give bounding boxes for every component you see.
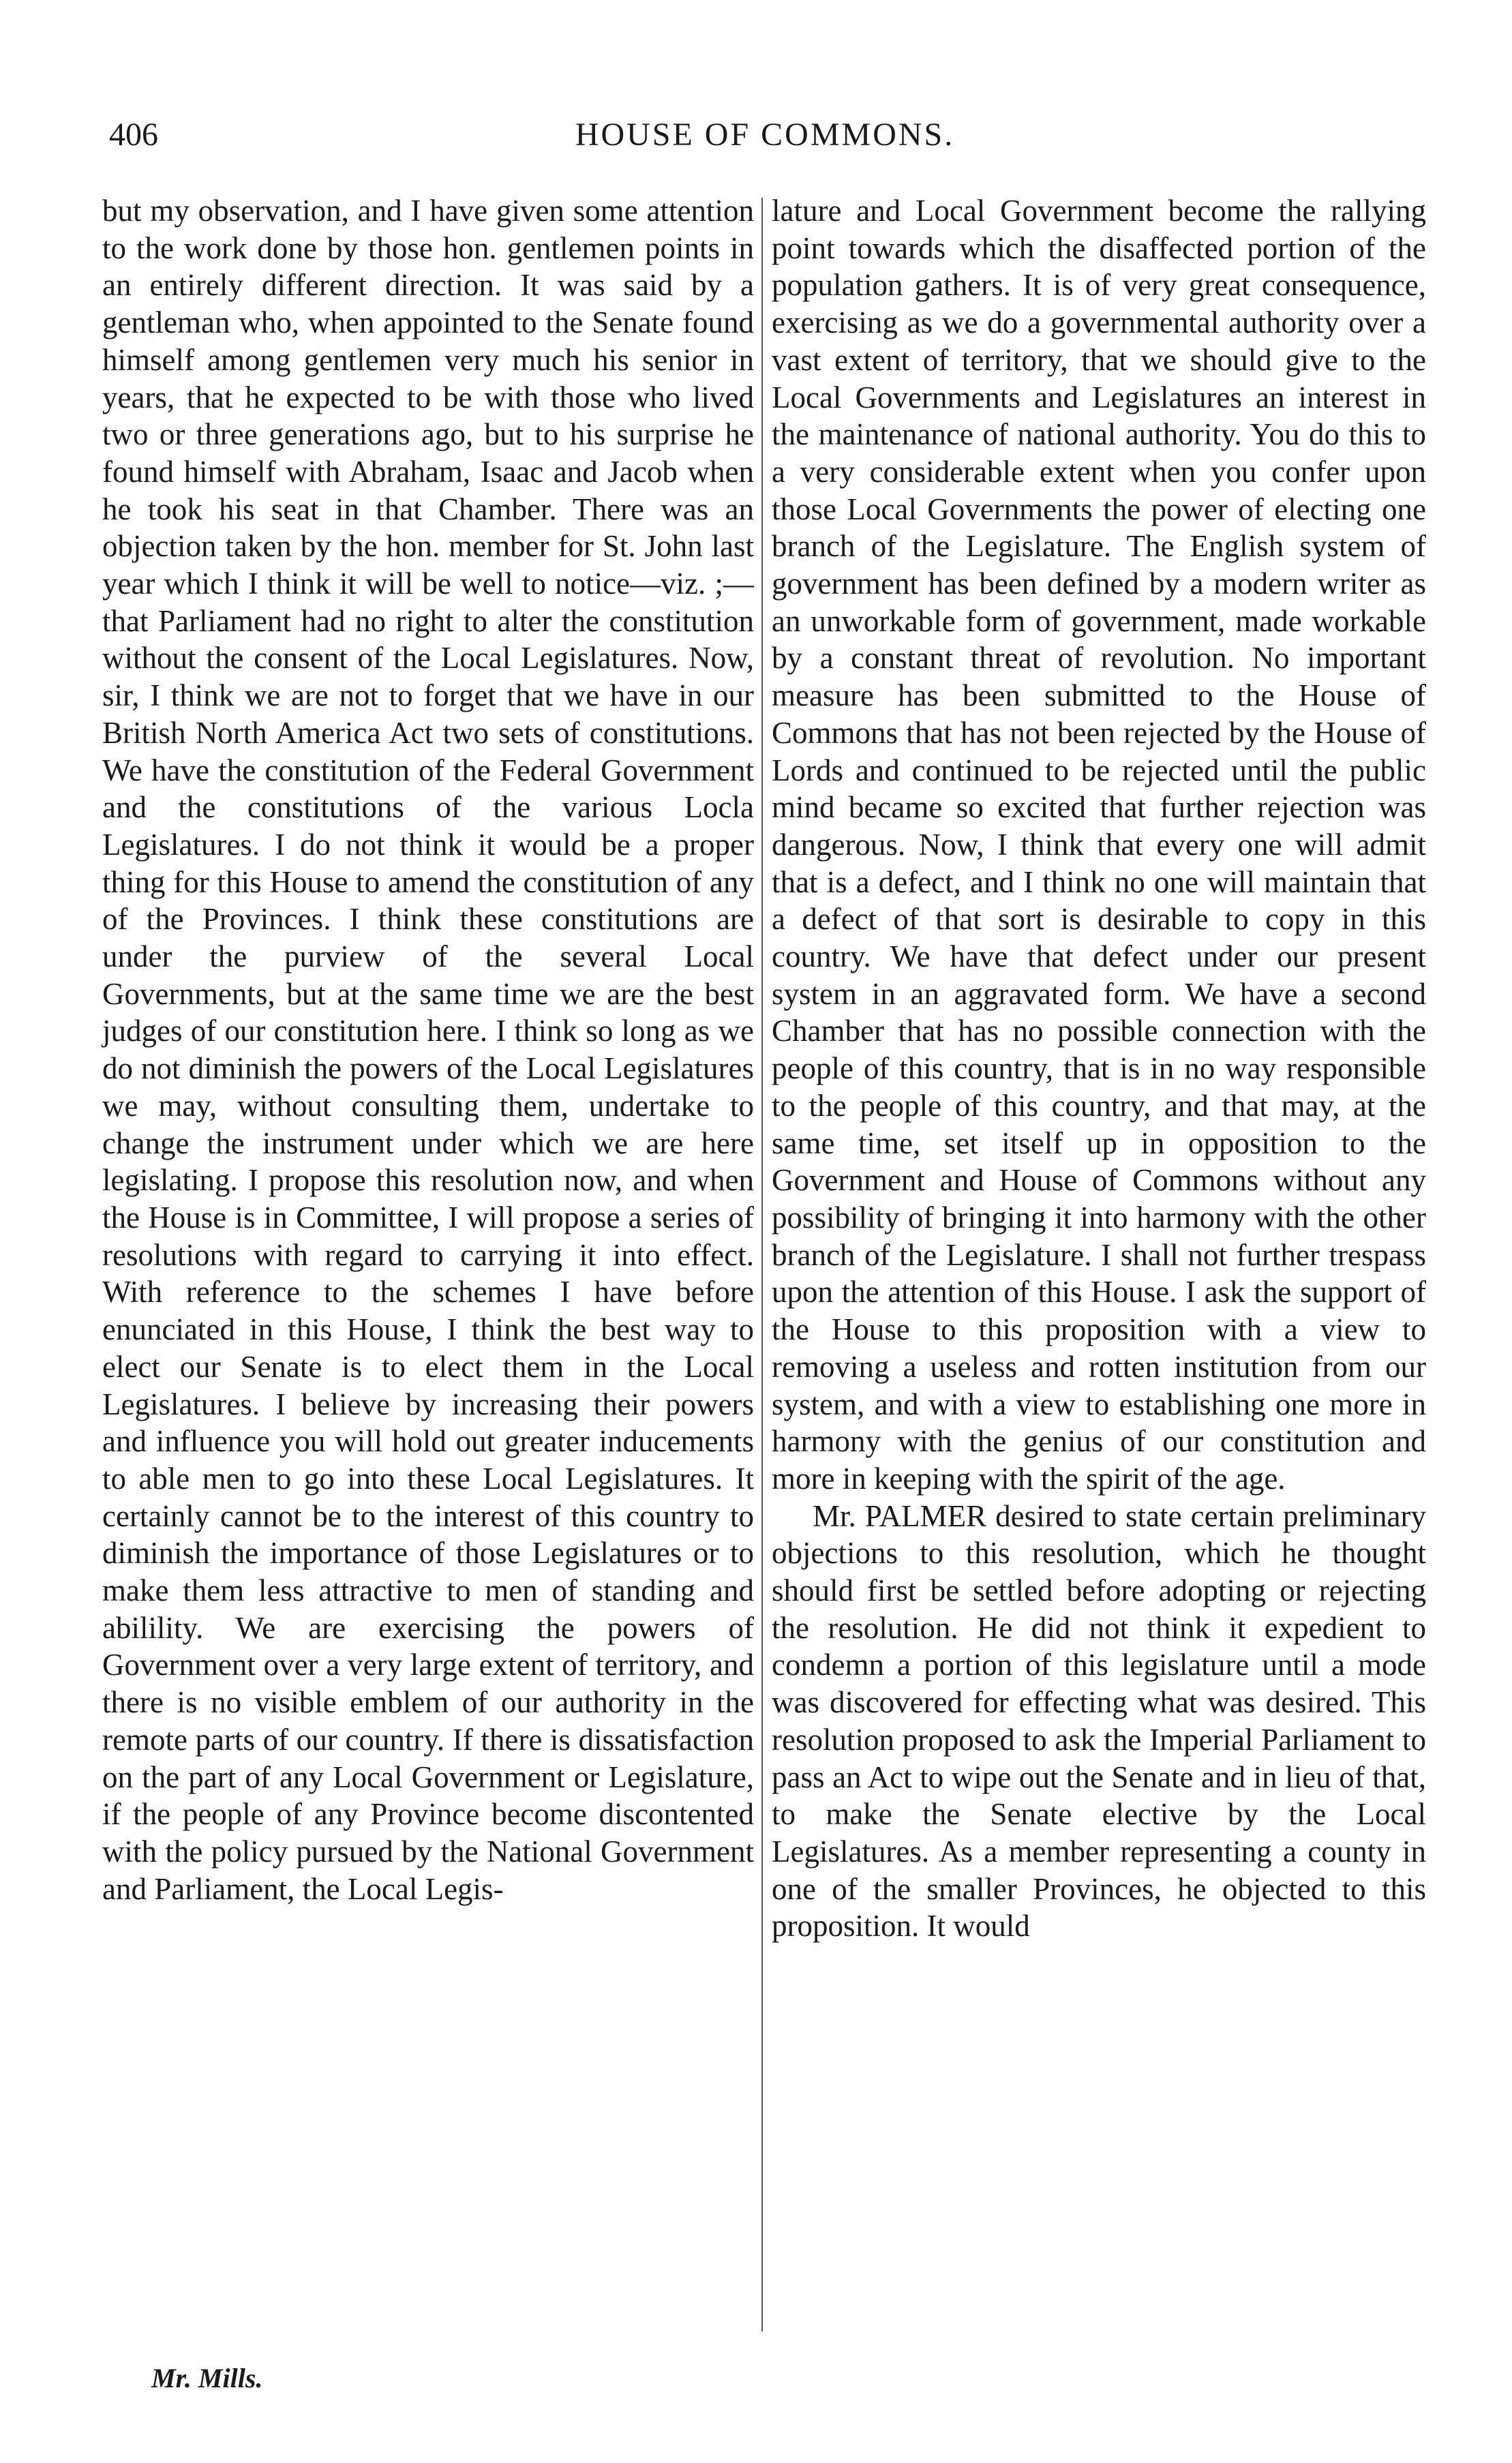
- left-column: [102, 192, 754, 1907]
- page-header: [109, 115, 1421, 155]
- running-head: HOUSE OF COMMONS.: [575, 117, 955, 153]
- right-paragraph-1: lature and Local Government become the rallying point towards which the disaffected portion of the population gathers. It is of very great consequence, exercising as we do a governmental authority over a vast extent of territory, that we should give to the Local Governments and Legislatures an interest in the maintenance of national authority. You do this to a very considerable extent when you confer upon those Local Governments the power of electing one branch of the Legislature. The English system of government has been defined by a modern writer as an unworkable form of government, made workable by a constant threat of revolution. No important measure has been submitted to the House of Commons that has not been rejected by the House of Lords and continued to be rejected until the public mind became so excited that further rejection was dangerous. Now, I think that every one will admit that is a defect, and I think no one will maintain that a defect of that sort is desirable to copy in this country. We have that defect under our present system in an aggravated form. We have a second Chamber that has no possible connection with the people of this country, that is in no way responsible to the people of this country, and that may, at the same time, set itself up in opposition to the Government and House of Commons without any possibility of bringing it into harmony with the other branch of the Legislature. I shall not further trespass upon the attention of this House. I ask the support of the House to this proposition with a view to removing a useless and rotten institution from our system, and with a view to establishing one more in harmony with the genius of our constitution and more in keeping with the spirit of the age.: [772, 194, 1426, 1496]
- speaker-footer: Mr. Mills.: [151, 2363, 263, 2393]
- page-number: 406: [109, 117, 158, 153]
- left-paragraph-1: but my observation, and I have given some attention to the work done by those hon. gentlemen points in an entirely different direction. It was said by a gentleman who, when appointed to the Senate found himself among gentlemen very much his senior in years, that he expected to be with those who lived two or three generations ago, but to his surprise he found himself with Abraham, Isaac and Jacob when he took his seat in that Chamber. There was an objection taken by the hon. member for St. John last year which I think it will be well to notice—viz. ;—that Parliament had no right to alter the constitution without the consent of the Local Legislatures. Now, sir, I think we are not to forget that we have in our British North America Act two sets of constitutions. We have the constitution of the Federal Government and the constitutions of the various Locla Legislatures. I do not think it would be a proper thing for this House to amend the constitution of any of the Provinces. I think these constitutions are under the purview of the several Local Governments, but at the same time we are the best judges of our constitution here. I think so long as we do not diminish the powers of the Local Legislatures we may, without consulting them, undertake to change the instrument under which we are here legislating. I propose this resolution now, and when the House is in Committee, I will propose a series of resolutions with regard to carrying it into effect. With reference to the schemes I have before enunciated in this House, I think the best way to elect our Senate is to elect them in the Local Legislatures. I believe by increasing their powers and influence you will hold out greater inducements to able men to go into these Local Legislatures. It certainly cannot be to the interest of this country to diminish the importance of those Legislatures or to make them less attractive to men of standing and abilility. We are exercising the powers of Government over a very large extent of territory, and there is no visible emblem of our authority in the remote parts of our country. If there is dissatisfaction on the part of any Local Government or Legislature, if the people of any Province become discontented with the policy pursued by the National Government and Parliament, the Local Legis-: [102, 194, 754, 1906]
- right-paragraph-2: Mr. PALMER desired to state certain preliminary objections to this resolution, which he thought should first be settled before adopting or rejecting the resolution. He did not think it expedient to condemn a portion of this legislature until a mode was discovered for effecting what was desired. This resolution proposed to ask the Imperial Parliament to pass an Act to wipe out the Senate and in lieu of that, to make the Senate elective by the Local Legislatures. As a member representing a county in one of the smaller Provinces, he objected to this proposition. It would: [772, 1498, 1426, 1944]
- column-divider: [761, 198, 763, 2331]
- right-column: [772, 192, 1426, 1945]
